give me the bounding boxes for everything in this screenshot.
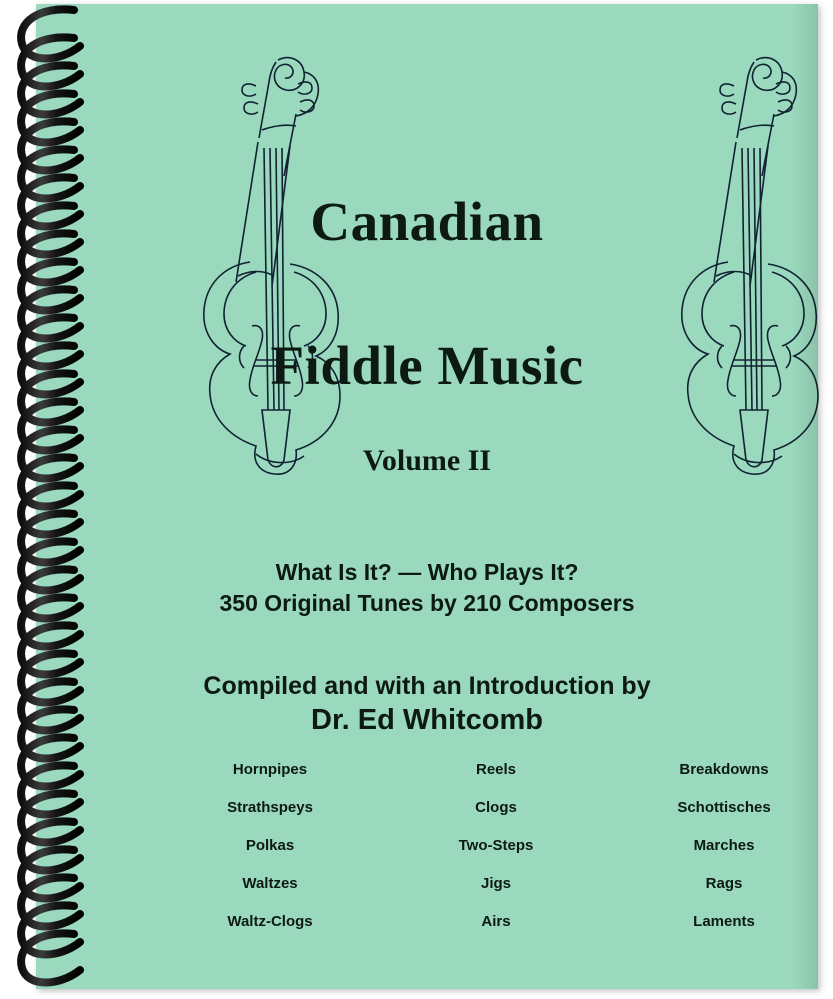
genre-item: Breakdowns bbox=[679, 761, 769, 778]
genre-item: Polkas bbox=[245, 837, 295, 854]
genre-item: Laments bbox=[693, 913, 755, 930]
genre-item: Reels bbox=[475, 761, 517, 778]
book-sub-title: Fiddle Music bbox=[270, 335, 584, 396]
book-main-title: Canadian bbox=[310, 191, 544, 252]
cover-front bbox=[36, 4, 818, 989]
byline-prefix: Compiled and with an Introduction by bbox=[203, 672, 651, 700]
genre-item: Strathspeys bbox=[227, 799, 313, 816]
genre-item: Hornpipes bbox=[232, 761, 308, 778]
genre-item: Airs bbox=[481, 913, 511, 930]
spiral-binding-icon bbox=[0, 0, 110, 999]
genre-list bbox=[166, 761, 826, 930]
genre-item: Jigs bbox=[480, 875, 511, 892]
genre-item: Rags bbox=[705, 875, 743, 892]
genre-item: Waltzes bbox=[242, 875, 298, 892]
volume-label: Volume II bbox=[362, 444, 492, 477]
genre-item: Two-Steps bbox=[458, 837, 534, 854]
tagline-line-1: What Is It? — Who Plays It? bbox=[275, 559, 579, 585]
genre-item: Schottisches bbox=[677, 799, 771, 816]
tagline-line-2: 350 Original Tunes by 210 Composers bbox=[219, 590, 635, 616]
genre-item: Marches bbox=[693, 837, 755, 854]
genre-item: Clogs bbox=[475, 799, 517, 816]
genre-item: Waltz-Clogs bbox=[227, 913, 313, 930]
author-name: Dr. Ed Whitcomb bbox=[311, 704, 543, 736]
